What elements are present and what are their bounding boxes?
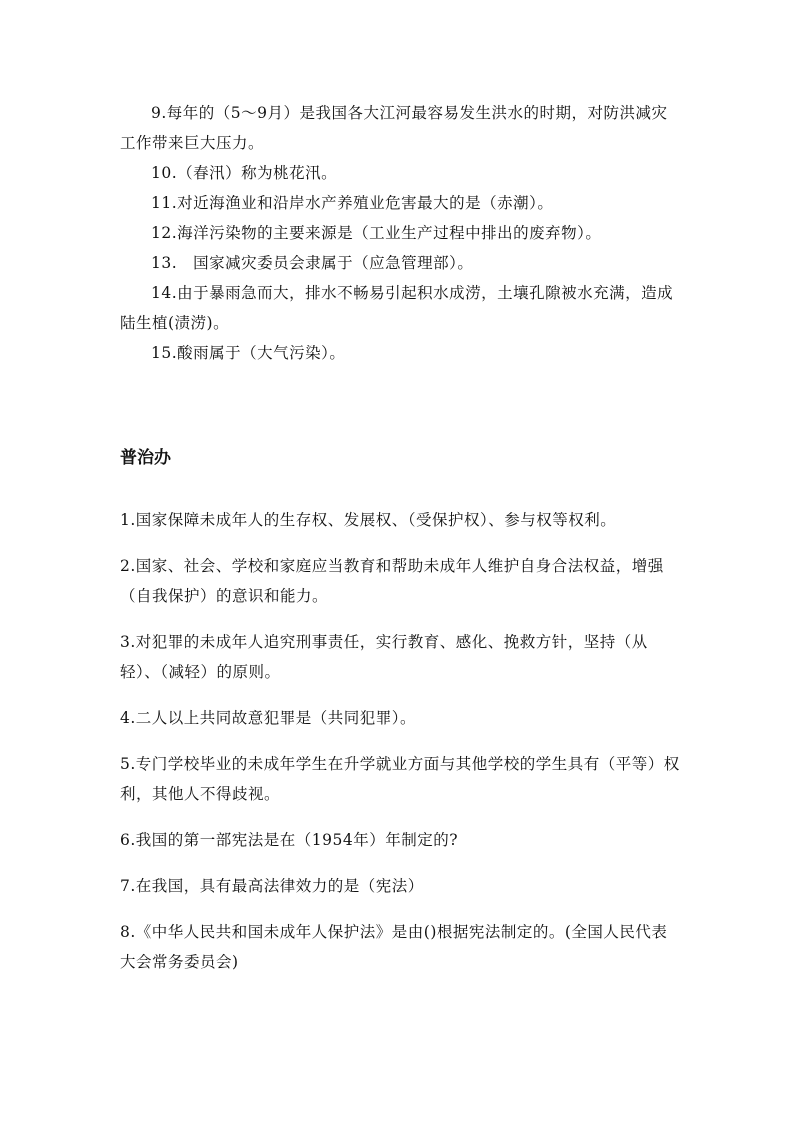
qa-item-11: 11.对近海渔业和沿岸水产养殖业危害最大的是（赤潮）。 xyxy=(151,194,554,212)
section-heading: 普治办 xyxy=(120,448,171,468)
law-item-2: 2.国家、社会、学校和家庭应当教育和帮助未成年人维护自身合法权益，增强（自我保护）的意识和能力。 xyxy=(120,557,664,605)
law-item-4: 4.二人以上共同故意犯罪是（共同犯罪）。 xyxy=(120,709,417,727)
qa-item-12: 12.海洋污染物的主要来源是（工业生产过程中排出的废弃物）。 xyxy=(151,224,602,242)
disaster-qa-section xyxy=(120,98,680,368)
law-item-3: 3.对犯罪的未成年人追究刑事责任，实行教育、感化、挽救方针，坚持（从轻）、（减轻）的原则。 xyxy=(120,633,648,681)
law-item-7: 7.在我国，具有最高法律效力的是（宪法） xyxy=(120,877,424,895)
qa-item-10: 10.（春汛）称为桃花汛。 xyxy=(151,164,338,182)
qa-item-9: 9.每年的（5～9月）是我国各大江河最容易发生洪水的时期，对防洪减灾工作带来巨大压力。 xyxy=(120,104,668,152)
qa-item-14: 14.由于暴雨急而大，排水不畅易引起积水成涝，土壤孔隙被水充满，造成陆生植(渍涝)。 xyxy=(120,284,674,332)
document-page xyxy=(120,98,680,993)
qa-item-13: 13. 国家减灾委员会隶属于（应急管理部）。 xyxy=(151,254,474,272)
law-item-5: 5.专门学校毕业的未成年学生在升学就业方面与其他学校的学生具有（平等）权利，其他人不得歧视。 xyxy=(120,755,680,803)
law-item-8: 8.《中华人民共和国未成年人保护法》是由()根据宪法制定的。(全国人民代表大会常务委员会) xyxy=(120,923,668,971)
law-item-6: 6.我国的第一部宪法是在（1954年）年制定的? xyxy=(120,831,459,849)
law-qa-section xyxy=(120,505,680,977)
law-item-1: 1.国家保障未成年人的生存权、发展权、（受保护权）、参与权等权利。 xyxy=(120,511,617,529)
qa-item-15: 15.酸雨属于（大气污染）。 xyxy=(151,344,346,362)
